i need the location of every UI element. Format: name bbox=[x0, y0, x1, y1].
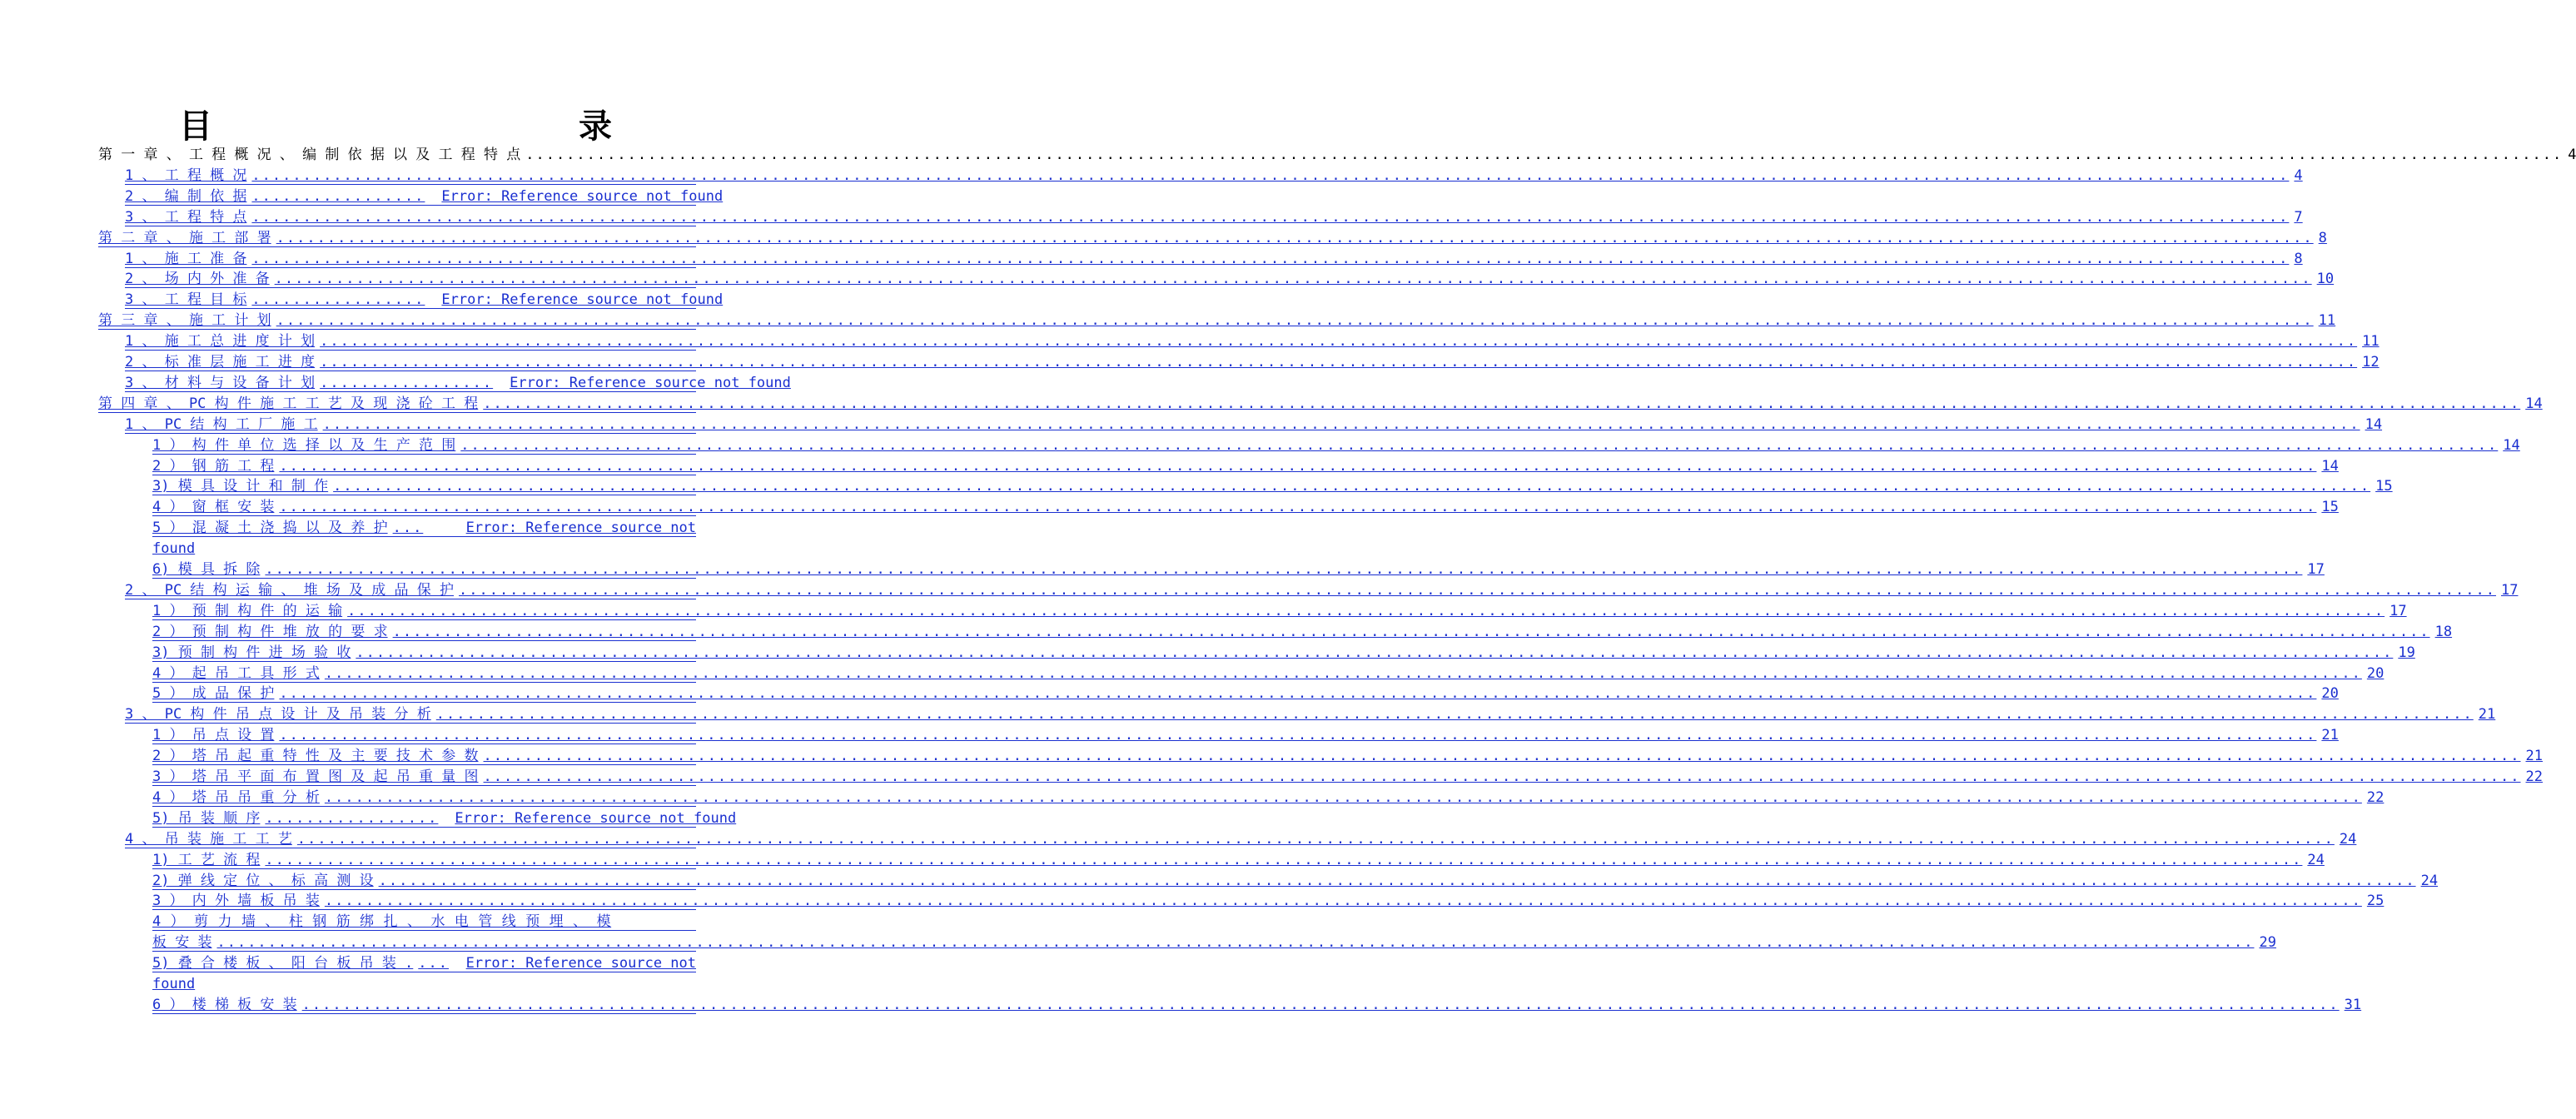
toc-leader-dots: ........................................................................................................................................................................................................ bbox=[265, 561, 2303, 578]
toc-entry-label: 第 二 章 、 施 工 部 署 bbox=[98, 230, 271, 246]
toc-leader-dots: ........................................................................................................................................................................................................ bbox=[378, 873, 2416, 889]
toc-entry-label: 1 、 施 工 准 备 bbox=[125, 251, 247, 267]
toc-leader-dots: ........................................................................................................................................................................................................ bbox=[301, 997, 2340, 1013]
toc-entry-label: 2 、 编 制 依 据 bbox=[125, 188, 247, 205]
toc-entry[interactable] bbox=[125, 352, 2380, 373]
toc-leader-dots: ........................................................................................................................................................................................................ bbox=[251, 209, 2290, 226]
toc-entry-label: 4 ） 起 吊 工 具 形 式 bbox=[152, 665, 320, 682]
toc-leader-dots: ........................................................................................................................................................................................................ bbox=[274, 271, 2312, 287]
toc-leader-dots: ........................................................................................................................................................................................................ bbox=[251, 251, 2290, 267]
toc-entry[interactable] bbox=[125, 269, 2335, 290]
toc-leader-dots: ........................................................................................................................................................................................................ bbox=[320, 354, 2358, 371]
toc-entry-page: 14 bbox=[2503, 437, 2520, 454]
toc-entry-page: 12 bbox=[2362, 354, 2380, 371]
toc-leader-dots: ........................................................................................................................................................................................................ bbox=[276, 312, 2314, 329]
toc-entry[interactable] bbox=[152, 725, 2339, 746]
toc-entry-continuation[interactable]: found bbox=[152, 540, 196, 557]
toc-entry[interactable] bbox=[152, 643, 2415, 664]
toc-leader-dots: ........................................................................................................................................................................................................ bbox=[320, 333, 2358, 350]
toc-entry[interactable] bbox=[152, 622, 2453, 643]
toc-entry-continuation[interactable] bbox=[152, 932, 2276, 953]
toc-leader-dots: ........................................................................................................................................................................................................ bbox=[483, 748, 2521, 764]
toc-entry-page: 20 bbox=[2321, 685, 2339, 702]
toc-entry[interactable] bbox=[152, 664, 2385, 684]
toc-entry[interactable] bbox=[125, 331, 2380, 352]
toc-entry-page: Error: Reference source not found bbox=[441, 291, 724, 308]
toc-entry[interactable] bbox=[125, 704, 2496, 725]
toc-entry-label: 第 一 章 、 工 程 概 况 、 编 制 依 据 以 及 工 程 特 点 bbox=[98, 147, 521, 163]
toc-entry[interactable] bbox=[152, 871, 2439, 892]
toc-entry-label: 3 ） 内 外 墙 板 吊 装 bbox=[152, 893, 320, 909]
toc-entry-label: 5) 吊 装 顺 序 bbox=[152, 810, 261, 827]
toc-entry-label: 2 、 标 准 层 施 工 进 度 bbox=[125, 354, 316, 371]
toc-entry-page: Error: Reference source not found bbox=[455, 810, 737, 827]
toc-entry[interactable] bbox=[125, 166, 2303, 186]
toc-leader-dots: ........................................................................................................................................................................................................ bbox=[392, 624, 2430, 640]
toc-entry-page: 11 bbox=[2318, 312, 2336, 329]
toc-entry-page: Error: Reference source not found bbox=[510, 375, 791, 391]
toc-entry-page: 25 bbox=[2366, 893, 2385, 909]
toc-entry-page: 11 bbox=[2362, 333, 2380, 350]
toc-entry-page: 7 bbox=[2294, 209, 2303, 226]
toc-entry[interactable] bbox=[152, 684, 2339, 704]
toc-leader-dots: ........................................................................................................................................................................................................ bbox=[216, 934, 2255, 951]
toc-leader-dots: ........................................................................................................................................................................................................ bbox=[279, 685, 2317, 702]
toc-leader-dots: ................. bbox=[265, 810, 439, 827]
toc-entry-page: 29 bbox=[2259, 934, 2276, 951]
toc-leader-dots: ........................................................................................................................................................................................................ bbox=[324, 665, 2362, 682]
toc-entry[interactable] bbox=[152, 912, 696, 932]
toc-entry-page: 10 bbox=[2316, 271, 2335, 287]
toc-entry-page: 17 bbox=[2307, 561, 2325, 578]
toc-entry[interactable] bbox=[152, 476, 2393, 497]
toc-entry-label: 1) 工 艺 流 程 bbox=[152, 852, 261, 868]
toc-entry[interactable] bbox=[152, 995, 2362, 1016]
toc-leader-dots: ........................................................................................................................................................................................................ bbox=[459, 582, 2496, 599]
toc-leader-dots: ... bbox=[392, 520, 424, 536]
toc-leader-dots: ........................................................................................................................................................................................................ bbox=[265, 852, 2303, 868]
toc-entry[interactable] bbox=[125, 290, 724, 311]
toc-entry-label: 1 ） 构 件 单 位 选 择 以 及 生 产 范 围 bbox=[152, 437, 456, 454]
toc-entry[interactable] bbox=[152, 808, 737, 829]
toc-leader-dots: ........................................................................................................................................................................................................ bbox=[435, 706, 2474, 723]
toc-entry[interactable] bbox=[152, 435, 2520, 456]
toc-entry-label: 6 ） 楼 梯 板 安 装 bbox=[152, 997, 297, 1013]
toc-entry-page: 4 bbox=[2568, 147, 2576, 163]
toc-entry[interactable] bbox=[152, 788, 2385, 808]
toc-title: 目 录 bbox=[179, 107, 712, 146]
toc-leader-dots: ................. bbox=[251, 188, 425, 205]
toc-entry[interactable] bbox=[152, 601, 2407, 622]
toc-entry[interactable] bbox=[152, 456, 2339, 477]
toc-entry-label: 6) 模 具 拆 除 bbox=[152, 561, 261, 578]
toc-entry[interactable] bbox=[152, 497, 2339, 518]
toc-entry[interactable] bbox=[152, 746, 2543, 767]
toc-entry-page: 24 bbox=[2307, 852, 2325, 868]
toc-entry-page: Error: Reference source not bbox=[465, 955, 696, 972]
toc-entry-page: 4 bbox=[2294, 167, 2303, 184]
toc-entry-label: 板 安 装 bbox=[152, 934, 212, 951]
toc-leader-dots: ........................................................................................................................................................................................................ bbox=[333, 478, 2371, 495]
toc-entry-label: 2 ） 钢 筋 工 程 bbox=[152, 458, 275, 475]
toc-entry-label: 5) 叠 合 楼 板 、 阳 台 板 吊 装 . bbox=[152, 955, 414, 972]
toc-entry-label: 3 、 工 程 目 标 bbox=[125, 291, 247, 308]
toc-entry-page: 18 bbox=[2434, 624, 2453, 640]
toc-entry-page: 24 bbox=[2420, 873, 2439, 889]
toc-entry-page: Error: Reference source not bbox=[465, 520, 696, 536]
toc-entry[interactable] bbox=[152, 560, 2325, 580]
toc-entry bbox=[98, 145, 2576, 166]
toc-entry-page: 20 bbox=[2366, 665, 2385, 682]
toc-entry-label: 1 ） 预 制 构 件 的 运 输 bbox=[152, 603, 343, 619]
toc-leader-dots: ........................................................................................................................................................................................................ bbox=[279, 499, 2317, 515]
toc-entry-page: 15 bbox=[2321, 499, 2339, 515]
toc-entry-page: 31 bbox=[2344, 997, 2362, 1013]
toc-entry-page: 19 bbox=[2398, 644, 2415, 661]
toc-leader-dots: ........................................................................................................................................................................................................ bbox=[296, 831, 2335, 848]
toc-leader-dots: ........................................................................................................................................................................................................ bbox=[483, 395, 2521, 412]
toc-entry-label: 5 ） 混 凝 土 浇 捣 以 及 养 护 bbox=[152, 520, 388, 536]
toc-leader-dots: ........................................................................................................................................................................................................ bbox=[460, 437, 2499, 454]
toc-leader-dots: ........................................................................................................................................................................................................ bbox=[525, 147, 2564, 163]
toc-leader-dots: ........................................................................................................................................................................................................ bbox=[276, 230, 2314, 246]
toc-entry-page: 14 bbox=[2321, 458, 2339, 475]
toc-entry[interactable] bbox=[152, 891, 2385, 912]
toc-entry-page: 22 bbox=[2525, 768, 2543, 785]
toc-entry[interactable] bbox=[152, 767, 2543, 788]
toc-entry-label: 3) 预 制 构 件 进 场 验 收 bbox=[152, 644, 351, 661]
toc-entry-page: 8 bbox=[2318, 230, 2327, 246]
toc-entry[interactable] bbox=[152, 953, 696, 974]
toc-entry-label: 5 ） 成 品 保 护 bbox=[152, 685, 275, 702]
toc-entry-label: 4 ） 窗 框 安 装 bbox=[152, 499, 275, 515]
toc-leader-dots: ........................................................................................................................................................................................................ bbox=[322, 416, 2360, 433]
toc-entry-label: 4 ） 塔 吊 吊 重 分 析 bbox=[152, 789, 320, 806]
toc-leader-dots: ........................................................................................................................................................................................................ bbox=[356, 644, 2394, 661]
toc-entry-label: 2 、 场 内 外 准 备 bbox=[125, 271, 270, 287]
toc-leader-dots: ........................................................................................................................................................................................................ bbox=[324, 789, 2362, 806]
toc-entry-label: 1 、 工 程 概 况 bbox=[125, 167, 247, 184]
toc-entry-page: 8 bbox=[2294, 251, 2303, 267]
toc-entry[interactable] bbox=[125, 415, 2383, 435]
toc-entry[interactable] bbox=[125, 580, 2519, 601]
toc-entry[interactable] bbox=[152, 518, 696, 539]
toc-leader-dots: ........................................................................................................................................................................................................ bbox=[279, 727, 2317, 744]
toc-entry-label: 1 、 PC 结 构 工 厂 施 工 bbox=[125, 416, 318, 433]
toc-entry[interactable] bbox=[98, 394, 2543, 415]
toc-leader-dots: ................. bbox=[320, 375, 494, 391]
toc-entry-page: 17 bbox=[2500, 582, 2519, 599]
toc-leader-dots: ........................................................................................................................................................................................................ bbox=[324, 893, 2362, 909]
toc-entry-page: 21 bbox=[2321, 727, 2339, 744]
toc-entry-page: 14 bbox=[2365, 416, 2383, 433]
toc-leader-dots: ................. bbox=[251, 291, 425, 308]
toc-entry-label: 3 、 材 料 与 设 备 计 划 bbox=[125, 375, 316, 391]
toc-entry[interactable] bbox=[98, 311, 2336, 331]
toc-entry-label: 第 三 章 、 施 工 计 划 bbox=[98, 312, 271, 329]
toc-entry-page: 17 bbox=[2390, 603, 2407, 619]
toc-entry-page: 21 bbox=[2525, 748, 2543, 764]
toc-entry[interactable] bbox=[125, 829, 2357, 850]
toc-entry[interactable] bbox=[152, 850, 2325, 871]
toc-entry[interactable] bbox=[125, 186, 724, 207]
toc-entry-page: 24 bbox=[2339, 831, 2357, 848]
toc-entry-label: 1 、 施 工 总 进 度 计 划 bbox=[125, 333, 316, 350]
toc-entry-label: 2 ） 塔 吊 起 重 特 性 及 主 要 技 术 参 数 bbox=[152, 748, 479, 764]
toc-leader-dots: ... bbox=[418, 955, 450, 972]
toc-leader-dots: ........................................................................................................................................................................................................ bbox=[483, 768, 2521, 785]
toc-entry-page: Error: Reference source not found bbox=[441, 188, 724, 205]
toc-entry[interactable] bbox=[98, 228, 2327, 249]
toc-entry-label: 4 ） 剪 力 墙 、 柱 钢 筋 绑 扎 、 水 电 管 线 预 埋 、 模 bbox=[152, 913, 612, 930]
toc-entry[interactable] bbox=[125, 249, 2303, 270]
toc-entry-label: 1 ） 吊 点 设 置 bbox=[152, 727, 275, 744]
toc-entry-page: 21 bbox=[2478, 706, 2496, 723]
toc-entry-label: 3 ） 塔 吊 平 面 布 置 图 及 起 吊 重 量 图 bbox=[152, 768, 479, 785]
toc-entry-page: 22 bbox=[2366, 789, 2385, 806]
toc-entry-label: 3) 模 具 设 计 和 制 作 bbox=[152, 478, 329, 495]
toc-entry-label: 2) 弹 线 定 位 、 标 高 测 设 bbox=[152, 873, 374, 889]
toc-entry-page: 15 bbox=[2375, 478, 2393, 495]
toc-entry-label: 4 、 吊 装 施 工 工 艺 bbox=[125, 831, 292, 848]
toc-entry-continuation[interactable]: found bbox=[152, 976, 196, 992]
toc-leader-dots: ........................................................................................................................................................................................................ bbox=[279, 458, 2317, 475]
toc-leader-dots: ........................................................................................................................................................................................................ bbox=[347, 603, 2385, 619]
toc-leader-dots: ........................................................................................................................................................................................................ bbox=[251, 167, 2290, 184]
toc-entry[interactable] bbox=[125, 373, 791, 394]
toc-entry-label: 3 、 PC 构 件 吊 点 设 计 及 吊 装 分 析 bbox=[125, 706, 431, 723]
toc-entry-page: 14 bbox=[2525, 395, 2543, 412]
toc-entry-label: 2 ） 预 制 构 件 堆 放 的 要 求 bbox=[152, 624, 388, 640]
toc-entry[interactable] bbox=[125, 207, 2303, 228]
toc-entry-label: 第 四 章 、 PC 构 件 施 工 工 艺 及 现 浇 砼 工 程 bbox=[98, 395, 479, 412]
toc-entry-label: 3 、 工 程 特 点 bbox=[125, 209, 247, 226]
toc-entry-label: 2 、 PC 结 构 运 输 、 堆 场 及 成 品 保 护 bbox=[125, 582, 454, 599]
